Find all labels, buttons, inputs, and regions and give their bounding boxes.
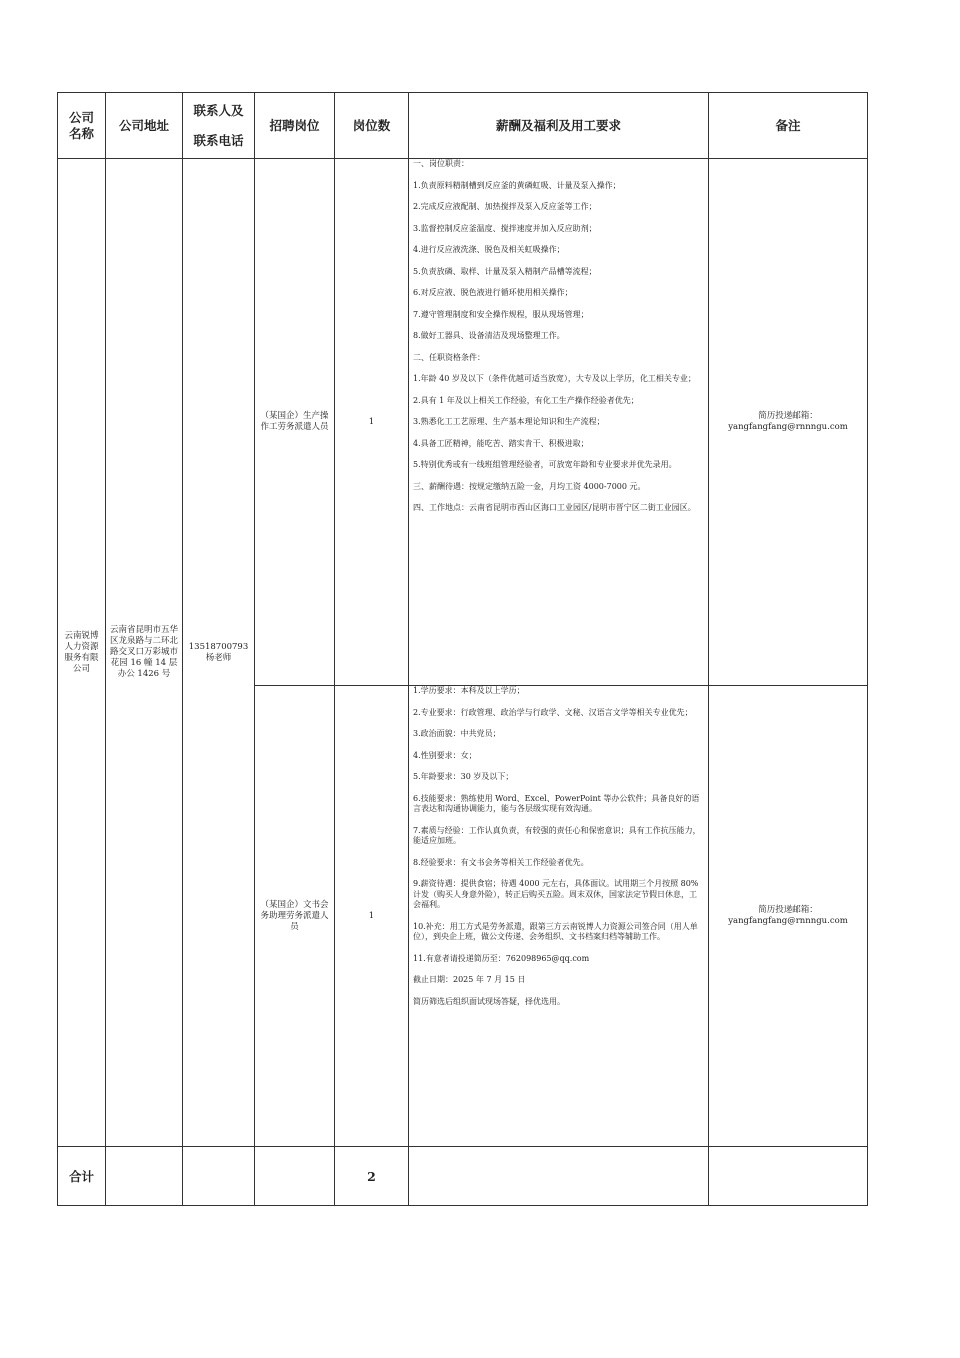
total-label: 合计 xyxy=(58,1147,106,1206)
total-empty-requirements xyxy=(409,1147,709,1206)
job-requirements xyxy=(409,686,709,1147)
requirement-item: 2.具有 1 年及以上相关工作经验，有化工生产操作经验者优先； xyxy=(413,395,639,405)
company-address: 云南省昆明市五华区龙泉路与二环北路交叉口万彩城市花园 16 幢 14 层办公 1426 号 xyxy=(106,159,183,1147)
requirement-item: 一、岗位职责： xyxy=(413,159,469,168)
requirement-item: 三、薪酬待遇：按规定缴纳五险一金，月均工资 4000-7000 元。 xyxy=(413,481,646,491)
requirement-item: 11.有意者请投递简历至：762098965@qq.com xyxy=(413,953,590,963)
job-row xyxy=(58,159,868,686)
requirement-item: 简历筛选后组织面试现场答疑，择优选用。 xyxy=(413,996,565,1006)
requirement-item: 5.特别优秀或有一线班组管理经验者，可放宽年龄和专业要求并优先录用。 xyxy=(413,460,677,469)
requirements-list xyxy=(413,686,704,1007)
requirement-item: 3.政治面貌：中共党员； xyxy=(413,729,501,738)
requirement-item: 二、任职资格条件： xyxy=(413,352,485,362)
requirement-item: 7.素质与经验：工作认真负责，有较强的责任心和保密意识；具有工作抗压能力，能适应加班。 xyxy=(413,825,701,845)
header-remarks: 备注 xyxy=(709,93,868,159)
company-name: 云南锐博人力资源服务有限公司 xyxy=(58,159,106,1147)
requirements-list xyxy=(413,159,704,514)
total-empty-remarks xyxy=(709,1147,868,1206)
requirement-item: 8.经验要求：有文书会务等相关工作经验者优先。 xyxy=(413,857,589,867)
requirement-item: 4.具备工匠精神，能吃苦、踏实肯干、积极进取； xyxy=(413,438,589,448)
requirement-item: 5.年龄要求：30 岁及以下； xyxy=(413,772,514,781)
total-empty-contact xyxy=(183,1147,255,1206)
total-empty-position xyxy=(255,1147,335,1206)
job-count: 1 xyxy=(335,686,409,1147)
job-position: （某国企）文书会务助理劳务派遣人员 xyxy=(255,686,335,1147)
contact-phone: 13518700793 xyxy=(188,641,249,652)
requirement-item: 截止日期：2025 年 7 月 15 日 xyxy=(413,975,526,984)
header-company-name: 公司 名称 xyxy=(58,93,106,159)
contact-cell xyxy=(183,159,255,1147)
requirement-item: 5.负责放磷、取样、计量及泵入精制产品槽等流程； xyxy=(413,266,597,276)
requirement-item: 6.对反应液、脱色液进行循环使用相关操作； xyxy=(413,288,573,297)
requirement-item: 3.监督控制反应釜温度、搅拌速度并加入反应助剂； xyxy=(413,223,597,233)
remark-email[interactable]: yangfangfang@rnnngu.com xyxy=(728,422,848,432)
requirement-item: 1.学历要求：本科及以上学历； xyxy=(413,686,525,695)
requirement-item: 4.性别要求：女； xyxy=(413,750,477,760)
recruitment-table xyxy=(57,92,868,1206)
job-count: 1 xyxy=(335,159,409,686)
requirement-item: 4.进行反应液洗涤、脱色及相关虹吸操作； xyxy=(413,245,565,254)
requirement-item: 1.负责原料精制槽到反应釜的黄磷虹吸、计量及泵入操作； xyxy=(413,180,621,190)
header-contact: 联系人及 联系电话 xyxy=(183,93,255,159)
job-remark xyxy=(709,686,868,1147)
job-remark xyxy=(709,159,868,686)
requirement-item: 10.补充：用工方式是劳务派遣，跟第三方云南锐博人力资源公司签合同（用人单位），到央企上班，做公文传递、会务组织、文书档案归档等辅助工作。 xyxy=(413,921,698,941)
requirement-item: 6.技能要求：熟练使用 Word、Excel、PowerPoint 等办公软件；具备良好的语言表达和沟通协调能力，能与各层级实现有效沟通。 xyxy=(413,793,700,813)
total-empty-address xyxy=(106,1147,183,1206)
requirement-item: 四、工作地点：云南省昆明市西山区海口工业园区/昆明市晋宁区二街工业园区。 xyxy=(413,503,696,512)
requirement-item: 1.年龄 40 岁及以下（条件优越可适当放宽），大专及以上学历，化工相关专业； xyxy=(413,374,696,383)
requirement-item: 2.完成反应液配制、加热搅拌及泵入反应釜等工作； xyxy=(413,202,597,211)
remark-label: 简历投递邮箱： xyxy=(758,411,818,421)
header-count: 岗位数 xyxy=(335,93,409,159)
job-requirements xyxy=(409,159,709,686)
total-row xyxy=(58,1147,868,1206)
requirement-item: 2.专业要求：行政管理、政治学与行政学、文秘、汉语言文学等相关专业优先； xyxy=(413,707,693,717)
requirement-item: 8.做好工器具、设备清洁及现场整理工作。 xyxy=(413,331,565,340)
requirement-item: 3.熟悉化工工艺原理、生产基本理论知识和生产流程； xyxy=(413,417,605,426)
requirement-item: 9.薪资待遇：提供食宿；待遇 4000 元左右，具体面议。试用期三个月按照 80%计发（购买人身意外险），转正后购买五险。周末双休，国家法定节假日休息，工会福利。 xyxy=(413,879,699,909)
remark-label: 简历投递邮箱： xyxy=(758,905,818,915)
job-position: （某国企）生产操作工劳务派遣人员 xyxy=(255,159,335,686)
total-count: 2 xyxy=(335,1147,409,1206)
requirement-item: 7.遵守管理制度和安全操作规程，服从现场管理； xyxy=(413,309,589,319)
header-row xyxy=(58,93,868,159)
header-company-address: 公司地址 xyxy=(106,93,183,159)
header-position: 招聘岗位 xyxy=(255,93,335,159)
remark-email[interactable]: yangfangfang@rnnngu.com xyxy=(728,916,848,926)
header-requirements: 薪酬及福利及用工要求 xyxy=(409,93,709,159)
contact-person: 杨老师 xyxy=(205,652,232,663)
